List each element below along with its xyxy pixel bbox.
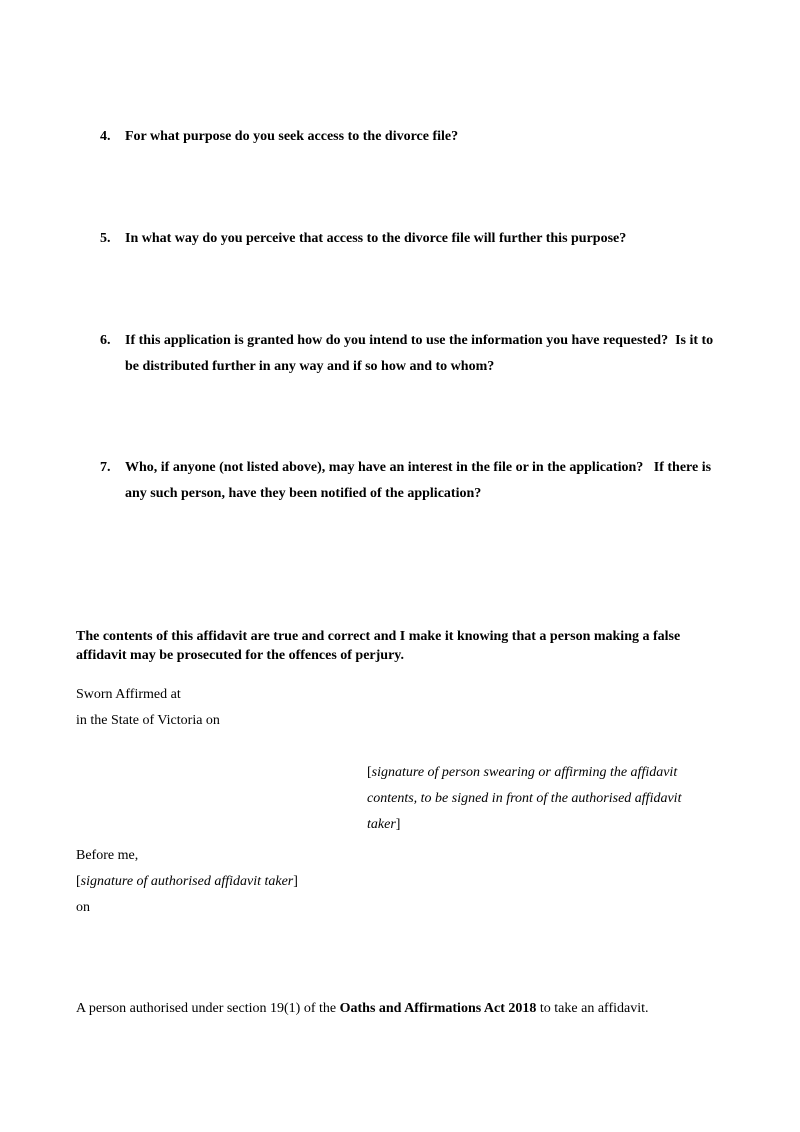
question-text: If this application is granted how do you intend to use the information you have requested? Is it to be distributed further in any way and if so how and to whom? bbox=[125, 333, 717, 374]
question-6 bbox=[100, 328, 730, 380]
question-4 bbox=[100, 124, 730, 150]
statement-suffix: to take an affidavit. bbox=[536, 1001, 649, 1016]
taker-signature-text: signature of authorised affidavit taker bbox=[80, 874, 294, 889]
statement-prefix: A person authorised under section 19(1) of the bbox=[76, 1001, 340, 1016]
before-me-line: Before me, bbox=[76, 848, 139, 863]
question-text: For what purpose do you seek access to the divorce file? bbox=[125, 129, 459, 144]
question-5 bbox=[100, 226, 730, 252]
deponent-signature-text: signature of person swearing or affirming the affidavit contents, to be signed in front of the authorised affidavit taker bbox=[367, 765, 682, 832]
question-number: 4. bbox=[100, 129, 111, 144]
perjury-declaration: The contents of this affidavit are true and correct and I make it knowing that a person making a false affidavit may be prosecuted for the offences of perjury. bbox=[76, 629, 681, 663]
open-bracket: [ bbox=[367, 765, 372, 780]
state-of-victoria-line: in the State of Victoria on bbox=[76, 713, 220, 728]
authorised-person-statement bbox=[76, 999, 649, 1018]
question-text: In what way do you perceive that access to the divorce file will further this purpose? bbox=[125, 231, 627, 246]
question-text: Who, if anyone (not listed above), may have an interest in the file or in the application? If there is any such person, have they been notified of the application? bbox=[125, 460, 715, 501]
question-number: 6. bbox=[100, 333, 111, 348]
act-name: Oaths and Affirmations Act 2018 bbox=[339, 1001, 537, 1016]
on-line: on bbox=[76, 900, 90, 915]
question-number: 7. bbox=[100, 460, 111, 475]
open-bracket: [ bbox=[76, 874, 81, 889]
sworn-affirmed-line: Sworn Affirmed at bbox=[76, 687, 181, 702]
question-7 bbox=[100, 455, 730, 507]
deponent-signature-note bbox=[367, 760, 712, 838]
close-bracket: ] bbox=[395, 817, 401, 832]
taker-signature-note bbox=[76, 872, 298, 891]
close-bracket: ] bbox=[293, 874, 298, 889]
question-number: 5. bbox=[100, 231, 111, 246]
